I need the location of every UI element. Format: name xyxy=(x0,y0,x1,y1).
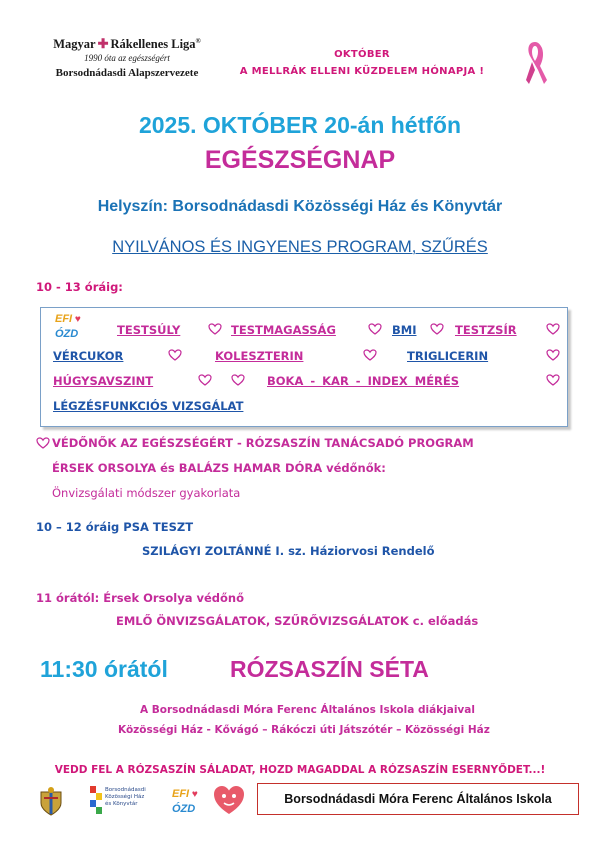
school-name-box: Borsodnádasdi Móra Ferenc Általános Iskola xyxy=(257,783,579,815)
nurse-role: védőnők: xyxy=(322,461,386,475)
efi-logo-text: EFI xyxy=(172,788,190,800)
test-item: LÉGZÉSFUNKCIÓS VIZSGÁLAT xyxy=(53,399,244,413)
pink-ribbon-icon xyxy=(522,40,548,86)
heart-icon: ♥ xyxy=(189,789,198,800)
month-line1: OKTÓBER xyxy=(334,49,390,60)
heart-icon xyxy=(368,323,382,335)
heart-icon: ♥ xyxy=(72,314,81,325)
heart-icon xyxy=(36,437,50,449)
org-name xyxy=(42,36,212,52)
test-item: TESTSÚLY xyxy=(117,323,181,337)
walk-time: 11:30 órától xyxy=(40,656,168,682)
org-unit: Borsodnádasdi Alapszervezete xyxy=(55,67,199,79)
library-logo xyxy=(90,786,150,816)
event-date: 2025. OKTÓBER 20-án hétfőn xyxy=(138,112,462,138)
program-note-text: NYILVÁNOS ÉS INGYENES PROGRAM, SZŰRÉS xyxy=(112,238,488,256)
program-note xyxy=(0,238,600,257)
screening-time: 10 - 13 óráig: xyxy=(36,280,123,294)
test-item: BMI xyxy=(392,323,417,337)
heart-icon xyxy=(546,349,560,361)
psa-time: 10 – 12 óráig PSA TESZT xyxy=(36,520,194,534)
org-name-right: Rákellenes Liga xyxy=(110,37,196,51)
library-logo-icon xyxy=(90,786,102,814)
org-name-left: Magyar xyxy=(53,37,96,51)
heart-icon xyxy=(363,349,377,361)
psa-location: SZILÁGYI ZOLTÁNNÉ I. sz. Háziorvosi Rendelő xyxy=(142,544,435,558)
heart-icon xyxy=(546,323,560,335)
test-item: HÚGYSAVSZINT xyxy=(53,374,154,388)
and-text: és xyxy=(156,461,179,475)
walk-participants: A Borsodnádasdi Móra Ferenc Általános Iskola diákjaival xyxy=(140,704,475,716)
nurse-name-2: BALÁZS HAMAR DÓRA xyxy=(178,461,323,475)
test-item: BOKA - KAR - INDEX MÉRÉS xyxy=(267,374,460,388)
ozd-logo-text: ÓZD xyxy=(172,803,196,815)
test-item: KOLESZTERIN xyxy=(215,349,304,363)
awareness-month xyxy=(222,46,502,80)
nurses-program-title: VÉDŐNŐK AZ EGÉSZSÉGÉRT - RÓZSASZÍN TANÁCSADÓ PROGRAM xyxy=(52,436,474,450)
cross-icon: ✚ xyxy=(97,36,109,51)
ozd-logo-text: ÓZD xyxy=(55,328,79,340)
closing-call: VEDD FEL A RÓZSASZÍN SÁLADAT, HOZD MAGADDAL A RÓZSASZÍN ESERNYŐDET...! xyxy=(54,764,546,776)
registered-mark: ® xyxy=(195,36,201,45)
heart-icon xyxy=(546,374,560,386)
heart-icon xyxy=(198,374,212,386)
nurse-name-1: ÉRSEK ORSOLYA xyxy=(52,461,157,475)
org-logo xyxy=(42,36,212,79)
lecture-title: EMLŐ ÖNVIZSGÁLATOK, SZŰRŐVIZSGÁLATOK c. előadás xyxy=(116,614,479,628)
test-item: TRIGLICERIN xyxy=(407,349,489,363)
month-line2: A MELLRÁK ELLENI KÜZDELEM HÓNAPJA ! xyxy=(239,66,485,77)
heart-icon xyxy=(168,349,182,361)
test-item: VÉRCUKOR xyxy=(53,349,124,363)
heart-icon xyxy=(430,323,444,335)
org-tagline: 1990 óta az egészségért xyxy=(84,53,170,63)
screening-box xyxy=(40,307,568,427)
efi-logo-footer xyxy=(172,784,198,817)
nurses-names xyxy=(52,461,386,475)
event-title: EGÉSZSÉGNAP xyxy=(204,146,396,174)
library-logo-text: Borsodnádasdi Közösségi Ház és Könyvtár xyxy=(105,787,146,807)
efi-logo xyxy=(55,309,81,342)
test-item: TESTMAGASSÁG xyxy=(231,323,336,337)
heart-icon xyxy=(231,374,245,386)
test-item: TESTZSÍR xyxy=(455,323,517,337)
walk-route: Közösségi Ház - Kővágó – Rákóczi úti Játszótér – Közösségi Ház xyxy=(118,724,490,736)
nurses-practice: Önvizsgálati módszer gyakorlata xyxy=(52,486,241,500)
walk-title: RÓZSASZÍN SÉTA xyxy=(230,656,429,682)
lecture-time: 11 órától: Érsek Orsolya védőnő xyxy=(36,591,245,605)
efi-logo-text: EFI xyxy=(55,313,73,325)
heart-character-icon xyxy=(212,784,246,816)
heart-icon xyxy=(208,323,222,335)
coat-of-arms-icon xyxy=(38,786,64,816)
event-venue: Helyszín: Borsodnádasdi Közösségi Ház és Könyvtár xyxy=(97,198,503,215)
